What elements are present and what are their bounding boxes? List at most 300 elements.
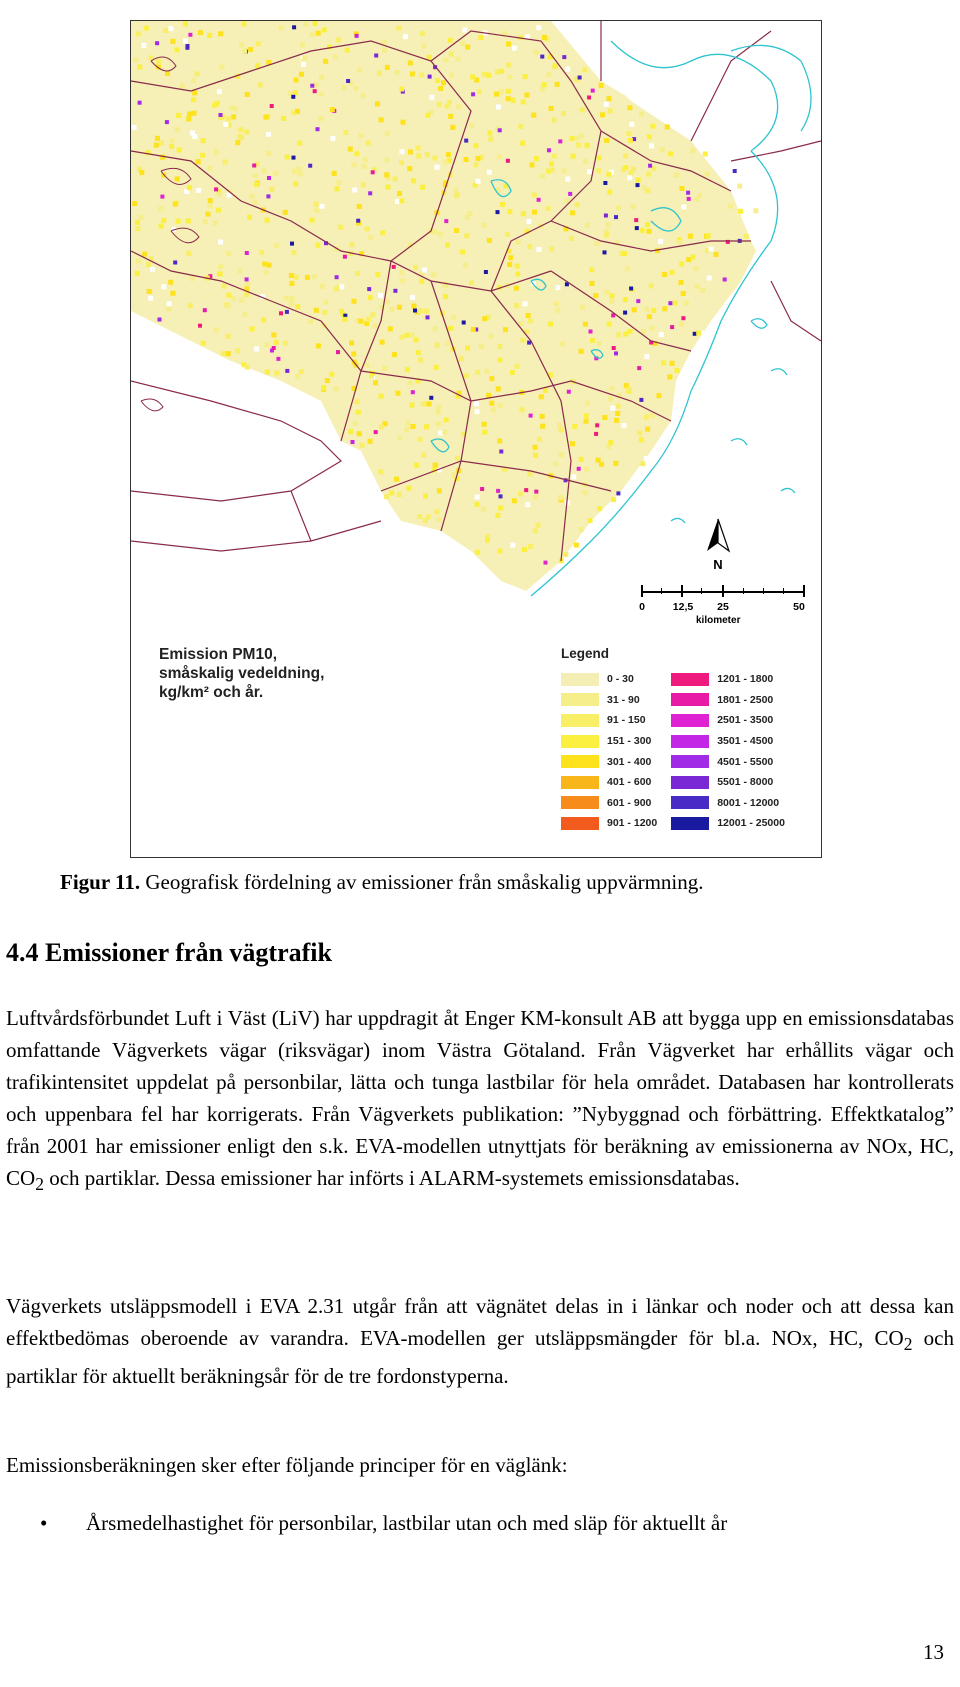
emission-cell [308, 319, 313, 324]
emission-cell [396, 26, 401, 31]
emission-cell [136, 259, 141, 264]
emission-cell [506, 96, 511, 101]
emission-cell [135, 271, 140, 276]
emission-cell [674, 173, 679, 178]
emission-cell [385, 131, 390, 136]
emission-cell [421, 402, 426, 407]
emission-cell [497, 344, 502, 349]
emission-cell [650, 413, 655, 418]
emission-cell [177, 147, 182, 152]
emission-cell [396, 391, 401, 396]
emission-cell [628, 138, 633, 143]
legend-column-left [561, 669, 657, 834]
legend-label: 301 - 400 [607, 755, 652, 768]
emission-cell [451, 315, 456, 320]
emission-cell [697, 193, 702, 198]
emission-cell [516, 240, 521, 245]
emission-cell [597, 155, 602, 160]
emission-cell [367, 287, 371, 291]
emission-cell [560, 341, 565, 346]
emission-cell [542, 35, 547, 40]
emission-cell [314, 202, 319, 207]
emission-cell [540, 414, 545, 419]
emission-cell [427, 401, 432, 406]
emission-cell [464, 139, 468, 143]
emission-cell [300, 42, 305, 47]
emission-cell [495, 70, 500, 75]
emission-cell [250, 326, 255, 331]
emission-cell [302, 55, 307, 60]
emission-cell [357, 68, 362, 73]
emission-cell [424, 424, 429, 429]
emission-cell [532, 586, 537, 591]
emission-cell [537, 437, 542, 442]
emission-cell [459, 356, 464, 361]
emission-cell [362, 164, 367, 169]
emission-cell [559, 427, 564, 432]
emission-cell [614, 351, 618, 355]
emission-cell [614, 215, 618, 219]
emission-cell [360, 443, 365, 448]
emission-cell [165, 120, 169, 124]
emission-cell [628, 329, 633, 334]
emission-cell [648, 164, 652, 168]
emission-cell [289, 301, 294, 306]
figure-title-line: kg/km² och år. [159, 684, 264, 701]
emission-cell [616, 404, 621, 409]
emission-cell [336, 38, 341, 43]
emission-cell [533, 445, 538, 450]
emission-cell [201, 138, 206, 143]
emission-cell [534, 50, 539, 55]
emission-cell [515, 264, 520, 269]
emission-cell [165, 71, 170, 76]
emission-cell [352, 188, 357, 193]
emission-cell [714, 252, 719, 257]
legend-item [561, 772, 657, 793]
emission-cell [296, 167, 301, 172]
emission-cell [552, 118, 557, 123]
emission-cell [235, 140, 240, 145]
emission-cell [423, 494, 428, 499]
emission-cell [570, 441, 575, 446]
emission-cell [335, 275, 339, 279]
emission-cell [606, 444, 611, 449]
emission-cell [512, 498, 517, 503]
emission-cell [218, 240, 223, 245]
emission-cell [572, 424, 577, 429]
emission-cell [444, 58, 449, 63]
emission-cell [334, 286, 339, 291]
emission-cell [539, 394, 544, 399]
emission-cell [368, 191, 372, 195]
emission-cell [600, 112, 605, 117]
section-heading: 4.4 Emissioner från vägtrafik [6, 938, 332, 967]
emission-cell [192, 111, 197, 116]
scale-label: 50 [793, 601, 805, 613]
emission-cell [393, 289, 397, 293]
emission-cell [523, 301, 528, 306]
emission-cell [410, 424, 415, 429]
emission-cell [245, 277, 249, 281]
emission-cell [686, 191, 690, 195]
legend-item [671, 751, 785, 772]
emission-cell [355, 399, 360, 404]
emission-cell [563, 552, 568, 557]
emission-cell [645, 427, 650, 432]
emission-cell [404, 427, 409, 432]
emission-cell [636, 183, 640, 187]
scale-minor-tick [661, 588, 662, 594]
emission-cell [262, 262, 267, 267]
emission-cell [611, 497, 616, 502]
emission-cell [363, 157, 368, 162]
paragraph-2 [6, 1290, 954, 1392]
emission-cell [265, 218, 270, 223]
emission-cell [511, 98, 516, 103]
emission-cell [450, 125, 455, 130]
paragraph-2-text: Vägverkets utsläppsmodell i EVA 2.31 utgår från att vägnätet delas in i länkar och noder och att dessa kan effektbedömas oberoende av varandra. EVA-modellen ger utsläppsmängder för bl.a. NOx, HC, CO [6, 1294, 954, 1350]
emission-cell [584, 419, 589, 424]
emission-cell [374, 54, 378, 58]
emission-cell [408, 61, 413, 66]
emission-cell [477, 89, 482, 94]
emission-cell [159, 224, 164, 229]
figure-title-line: Emission PM10, [159, 646, 278, 663]
emission-cell [607, 190, 612, 195]
emission-cell [679, 322, 684, 327]
legend-title: Legend [561, 646, 610, 661]
emission-cell [245, 282, 250, 287]
legend-label: 12001 - 25000 [717, 817, 785, 830]
emission-cell [529, 414, 533, 418]
emission-cell [354, 151, 359, 156]
emission-cell [413, 309, 417, 313]
emission-cell [214, 328, 219, 333]
emission-cell [394, 477, 399, 482]
emission-cell [589, 267, 594, 272]
emission-cell [585, 401, 590, 406]
emission-cell [498, 403, 503, 408]
emission-cell [292, 25, 296, 29]
emission-cell [297, 141, 302, 146]
emission-cell [274, 371, 279, 376]
emission-cell [279, 311, 283, 315]
emission-cell [469, 280, 474, 285]
emission-cell [604, 138, 609, 143]
emission-cell [253, 173, 258, 178]
emission-cell [319, 92, 324, 97]
legend-swatch [671, 693, 709, 706]
emission-cell [594, 241, 599, 246]
emission-cell [336, 350, 340, 354]
emission-cell [507, 209, 512, 214]
emission-cell [609, 293, 614, 298]
paragraph-1 [6, 1002, 954, 1200]
emission-cell [385, 65, 390, 70]
emission-cell [647, 314, 652, 319]
emission-cell [206, 212, 211, 217]
emission-cell [351, 440, 355, 444]
emission-cell [604, 233, 609, 238]
emission-cell [444, 219, 448, 223]
emission-cell [567, 390, 571, 394]
emission-cell [532, 192, 537, 197]
emission-cell [589, 330, 593, 334]
emission-cell [694, 266, 699, 271]
emission-cell [421, 44, 426, 49]
emission-cell [408, 150, 413, 155]
emission-cell [247, 215, 252, 220]
emission-cell [565, 177, 570, 182]
emission-cell [371, 170, 375, 174]
emission-cell [580, 305, 585, 310]
emission-cell [266, 132, 271, 137]
emission-cell [245, 365, 250, 370]
emission-cell [460, 249, 465, 254]
emission-cell [521, 211, 526, 216]
emission-cell [136, 31, 141, 36]
emission-cell [637, 366, 641, 370]
emission-cell [203, 308, 207, 312]
emission-cell [515, 272, 520, 277]
emission-cell [252, 164, 256, 168]
emission-cell [662, 272, 667, 277]
emission-cell [397, 305, 402, 310]
emission-cell [318, 116, 323, 121]
emission-cell [579, 133, 584, 138]
legend-item [671, 793, 785, 814]
emission-cell [558, 139, 562, 143]
emission-cell [647, 229, 652, 234]
emission-cell [242, 48, 247, 53]
emission-cell [380, 230, 385, 235]
emission-cell [420, 31, 425, 36]
emission-cell [431, 272, 436, 277]
legend-label: 4501 - 5500 [717, 755, 774, 768]
scale-bar [631, 569, 811, 639]
emission-cell [475, 502, 480, 507]
emission-cell [528, 544, 533, 549]
emission-cell [434, 365, 439, 370]
emission-cell [644, 456, 649, 461]
legend-item [671, 710, 785, 731]
emission-cell [141, 43, 146, 48]
emission-cell [499, 450, 503, 454]
emission-cell [661, 360, 666, 365]
emission-cell [261, 168, 266, 173]
emission-cell [188, 303, 193, 308]
emission-cell [518, 124, 523, 129]
legend-item [561, 710, 657, 731]
emission-cell [269, 187, 274, 192]
emission-cell [333, 54, 338, 59]
emission-cell [449, 52, 454, 57]
emission-cell [160, 195, 164, 199]
emission-cell [354, 86, 359, 91]
emission-cell [707, 276, 712, 281]
emission-cell [645, 307, 650, 312]
emission-cell [239, 298, 244, 303]
emission-cell [606, 172, 611, 177]
emission-cell [475, 370, 480, 375]
emission-cell [667, 374, 672, 379]
emission-cell [565, 67, 570, 72]
emission-cell [482, 223, 487, 228]
emission-cell [299, 369, 304, 374]
legend-label: 0 - 30 [607, 673, 634, 686]
legend-label: 8001 - 12000 [717, 796, 780, 809]
emission-cell [416, 146, 421, 151]
emission-cell [585, 223, 590, 228]
emission-cell [700, 288, 705, 293]
emission-cell [159, 141, 164, 146]
emission-cell [599, 83, 604, 88]
emission-cell [355, 271, 360, 276]
legend-label: 31 - 90 [607, 693, 640, 706]
emission-cell [168, 280, 173, 285]
emission-cell [418, 437, 423, 442]
emission-cell [244, 292, 249, 297]
bullet-text: Årsmedelhastighet för personbilar, lastbilar utan och med släp för aktuellt år [86, 1511, 728, 1535]
emission-cell [270, 104, 274, 108]
emission-cell [578, 76, 582, 80]
emission-cell [186, 116, 191, 121]
emission-cell [471, 92, 475, 96]
emission-cell [192, 90, 197, 95]
emission-cell [132, 125, 137, 130]
emission-cell [374, 430, 378, 434]
emission-cell [445, 341, 450, 346]
emission-cell [293, 181, 298, 186]
emission-cell [375, 272, 380, 277]
emission-cell [629, 287, 633, 291]
emission-cell [489, 401, 494, 406]
emission-cell [622, 251, 627, 256]
emission-cell [575, 202, 580, 207]
emission-cell [432, 229, 437, 234]
emission-cell [285, 310, 289, 314]
emission-cell [295, 304, 300, 309]
emission-cell [371, 312, 376, 317]
emission-cell [526, 313, 531, 318]
emission-cell [253, 200, 258, 205]
emission-cell [636, 299, 640, 303]
emission-cell [693, 332, 697, 336]
emission-cell [364, 226, 369, 231]
emission-cell [264, 270, 269, 275]
emission-cell [433, 463, 438, 468]
emission-cell [522, 547, 527, 552]
emission-cell [136, 226, 141, 231]
emission-cell [442, 430, 447, 435]
emission-cell [533, 528, 538, 533]
emission-cell [168, 26, 173, 31]
emission-cell [226, 304, 231, 309]
emission-cell [416, 350, 421, 355]
emission-cell [678, 240, 683, 245]
figure-title [159, 645, 399, 702]
emission-cell [510, 543, 515, 548]
emission-cell [399, 198, 404, 203]
emission-cell [660, 147, 665, 152]
emission-cell [470, 75, 475, 80]
emission-cell [668, 301, 672, 305]
emission-cell [343, 130, 348, 135]
emission-cell [585, 143, 590, 148]
emission-cell [651, 308, 656, 313]
emission-cell [527, 471, 532, 476]
emission-cell [207, 33, 212, 38]
emission-cell [444, 418, 449, 423]
emission-cell [576, 143, 581, 148]
emission-cell [599, 462, 604, 467]
bullet-icon: • [40, 1511, 48, 1535]
legend-item [561, 793, 657, 814]
emission-cell [239, 42, 244, 47]
emission-cell [474, 401, 479, 406]
emission-cell [446, 152, 451, 157]
emission-cell [615, 411, 620, 416]
emission-cell [575, 136, 580, 141]
emission-cell [518, 491, 523, 496]
emission-cell [679, 262, 684, 267]
emission-cell [314, 208, 319, 213]
emission-cell [388, 326, 393, 331]
emission-cell [133, 58, 138, 63]
subscript: 2 [903, 1334, 913, 1355]
emission-cell [473, 143, 478, 148]
emission-cell [170, 39, 175, 44]
emission-cell [499, 494, 503, 498]
emission-cell [271, 333, 276, 338]
emission-cell [358, 319, 363, 324]
emission-cell [422, 268, 427, 273]
emission-cell [737, 184, 742, 189]
emission-cell [496, 489, 500, 493]
emission-cell [359, 133, 364, 138]
emission-cell [445, 242, 450, 247]
emission-cell [590, 338, 595, 343]
emission-cell [147, 289, 152, 294]
legend-swatch [561, 673, 599, 686]
emission-cell [226, 334, 231, 339]
emission-cell [604, 214, 608, 218]
emission-cell [587, 96, 591, 100]
legend-item [561, 669, 657, 690]
scale-minor-tick [743, 588, 744, 594]
emission-cell [565, 500, 570, 505]
emission-cell [389, 490, 394, 495]
emission-cell [651, 166, 656, 171]
emission-cell [506, 42, 511, 47]
emission-cell [463, 263, 468, 268]
emission-cell [213, 221, 218, 226]
emission-cell [190, 130, 195, 135]
emission-cell [356, 219, 360, 223]
emission-cell [364, 363, 369, 368]
emission-cell [437, 488, 442, 493]
emission-cell [345, 48, 350, 53]
emission-cell [647, 134, 652, 139]
emission-cell [378, 469, 383, 474]
emission-cell [540, 87, 545, 92]
emission-cell [608, 440, 613, 445]
scale-tick [803, 585, 805, 597]
emission-cell [407, 166, 412, 171]
emission-cell [688, 234, 693, 239]
emission-cell [368, 235, 373, 240]
